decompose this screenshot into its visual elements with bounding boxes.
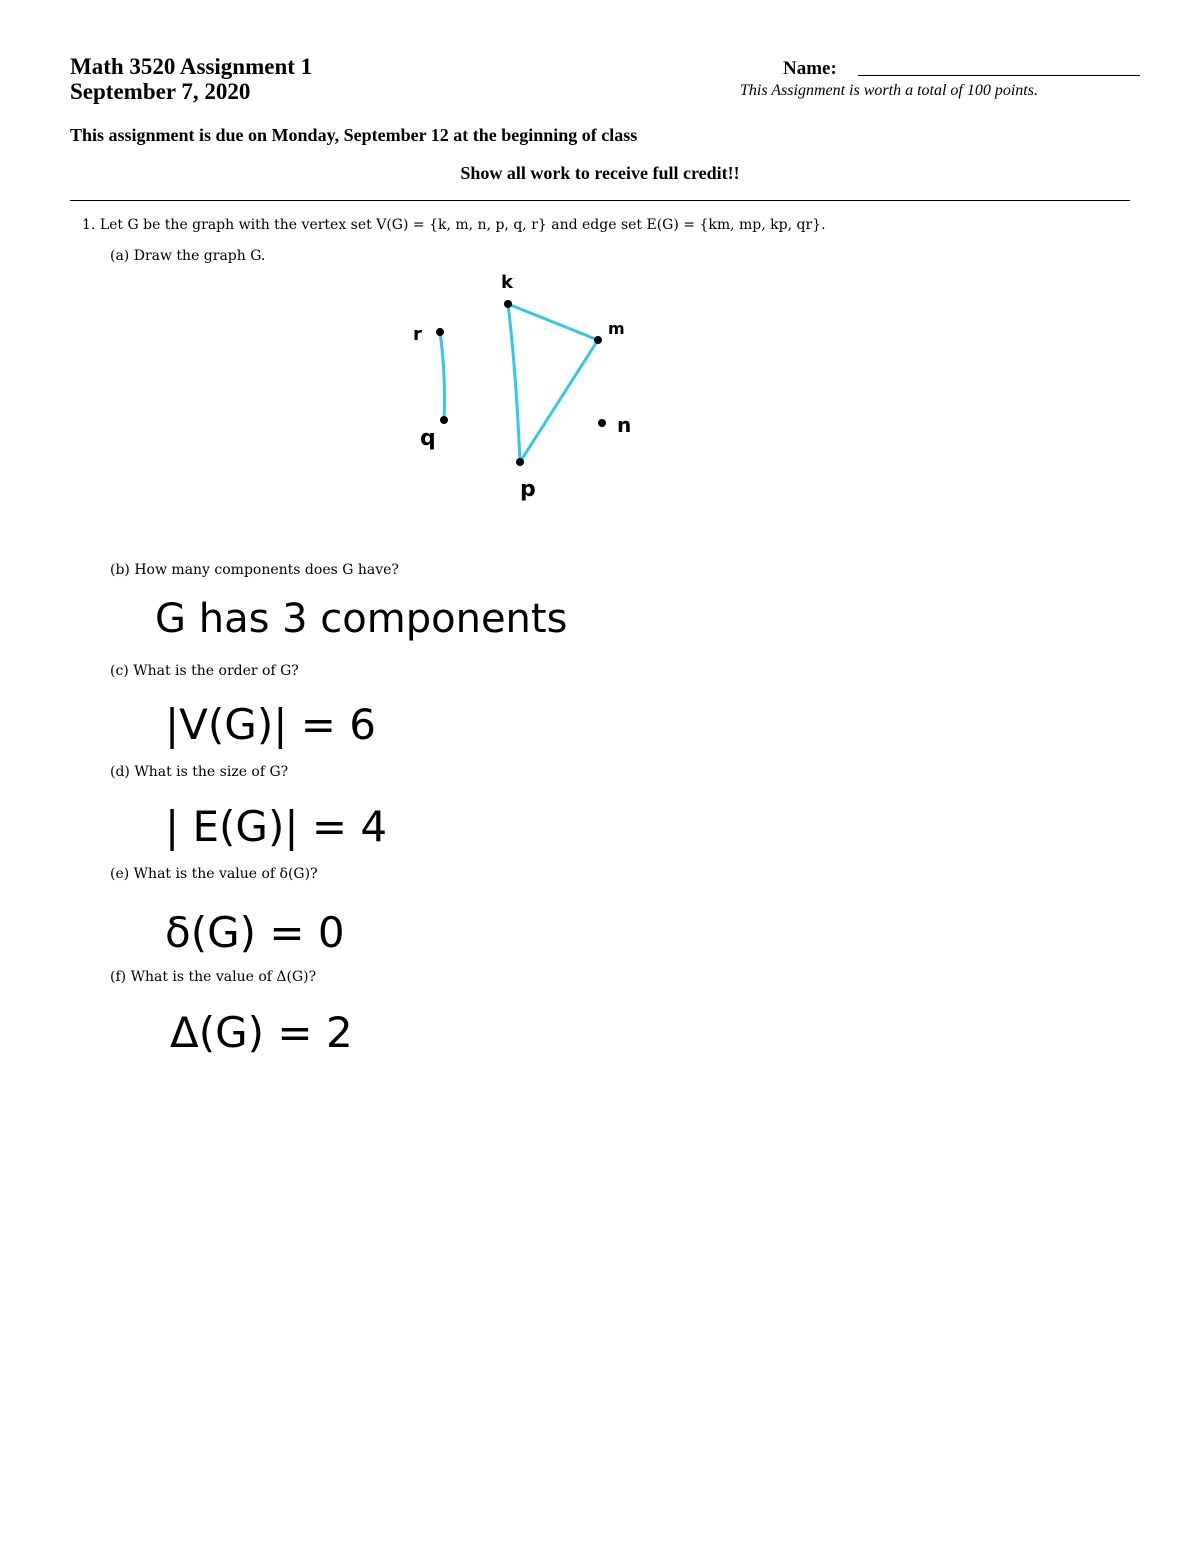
edge-km — [508, 304, 598, 340]
header-divider — [70, 200, 1130, 201]
question-prompt: Let G be the graph with the vertex set V(G) = {k, m, n, p, q, r} and edge set E(G) = {km, mp, kp, qr}. — [99, 217, 826, 233]
vertex-k — [504, 300, 512, 308]
graph-vertices — [436, 300, 606, 466]
part-text: What is the order of G? — [133, 663, 299, 679]
edge-kp — [508, 304, 520, 462]
part-label: (d) — [110, 764, 130, 780]
part-f — [110, 969, 316, 985]
part-text: What is the value of Δ(G)? — [130, 969, 317, 985]
part-label: (e) — [110, 866, 130, 882]
part-text: What is the value of δ(G)? — [133, 866, 318, 882]
edge-qr — [440, 332, 445, 420]
part-label: (c) — [110, 663, 129, 679]
vertex-label-p: p — [520, 477, 536, 502]
part-text: How many components does G have? — [134, 562, 399, 578]
vertex-label-n: n — [617, 413, 632, 437]
part-e — [110, 866, 318, 882]
part-label: (f) — [110, 969, 127, 985]
part-label: (a) — [110, 248, 130, 264]
graph-drawing — [400, 260, 660, 510]
show-work-notice: Show all work to receive full credit!! — [460, 163, 740, 183]
answer-c: |V(G)| = 6 — [165, 700, 376, 749]
answer-d: | E(G)| = 4 — [165, 802, 388, 851]
vertex-label-k: k — [501, 272, 513, 293]
question-number: 1. — [82, 217, 96, 233]
vertex-n — [598, 419, 606, 427]
name-label: Name: — [783, 58, 837, 79]
name-field-line — [858, 75, 1140, 76]
part-text: Draw the graph G. — [133, 248, 266, 264]
edge-mp — [520, 340, 598, 462]
part-c — [110, 663, 299, 679]
due-date-notice: This assignment is due on Monday, September 12 at the beginning of class — [70, 125, 638, 145]
graph-edges — [440, 304, 598, 462]
part-d — [110, 764, 288, 780]
vertex-label-r: r — [413, 324, 422, 345]
part-label: (b) — [110, 562, 130, 578]
answer-e: δ(G) = 0 — [165, 908, 345, 957]
vertex-label-q: q — [420, 426, 436, 451]
part-text: What is the size of G? — [134, 764, 289, 780]
assignment-date: September 7, 2020 — [70, 79, 251, 104]
part-b — [110, 562, 399, 578]
assignment-title: Math 3520 Assignment 1 — [70, 54, 313, 79]
question-1 — [82, 217, 826, 233]
vertex-q — [440, 416, 448, 424]
answer-b: G has 3 components — [155, 596, 568, 642]
answer-f: Δ(G) = 2 — [170, 1008, 353, 1057]
vertex-r — [436, 328, 444, 336]
vertex-m — [594, 336, 602, 344]
points-note: This Assignment is worth a total of 100 points. — [740, 82, 1038, 99]
vertex-p — [516, 458, 524, 466]
vertex-label-m: m — [608, 319, 625, 338]
part-a — [110, 248, 265, 264]
